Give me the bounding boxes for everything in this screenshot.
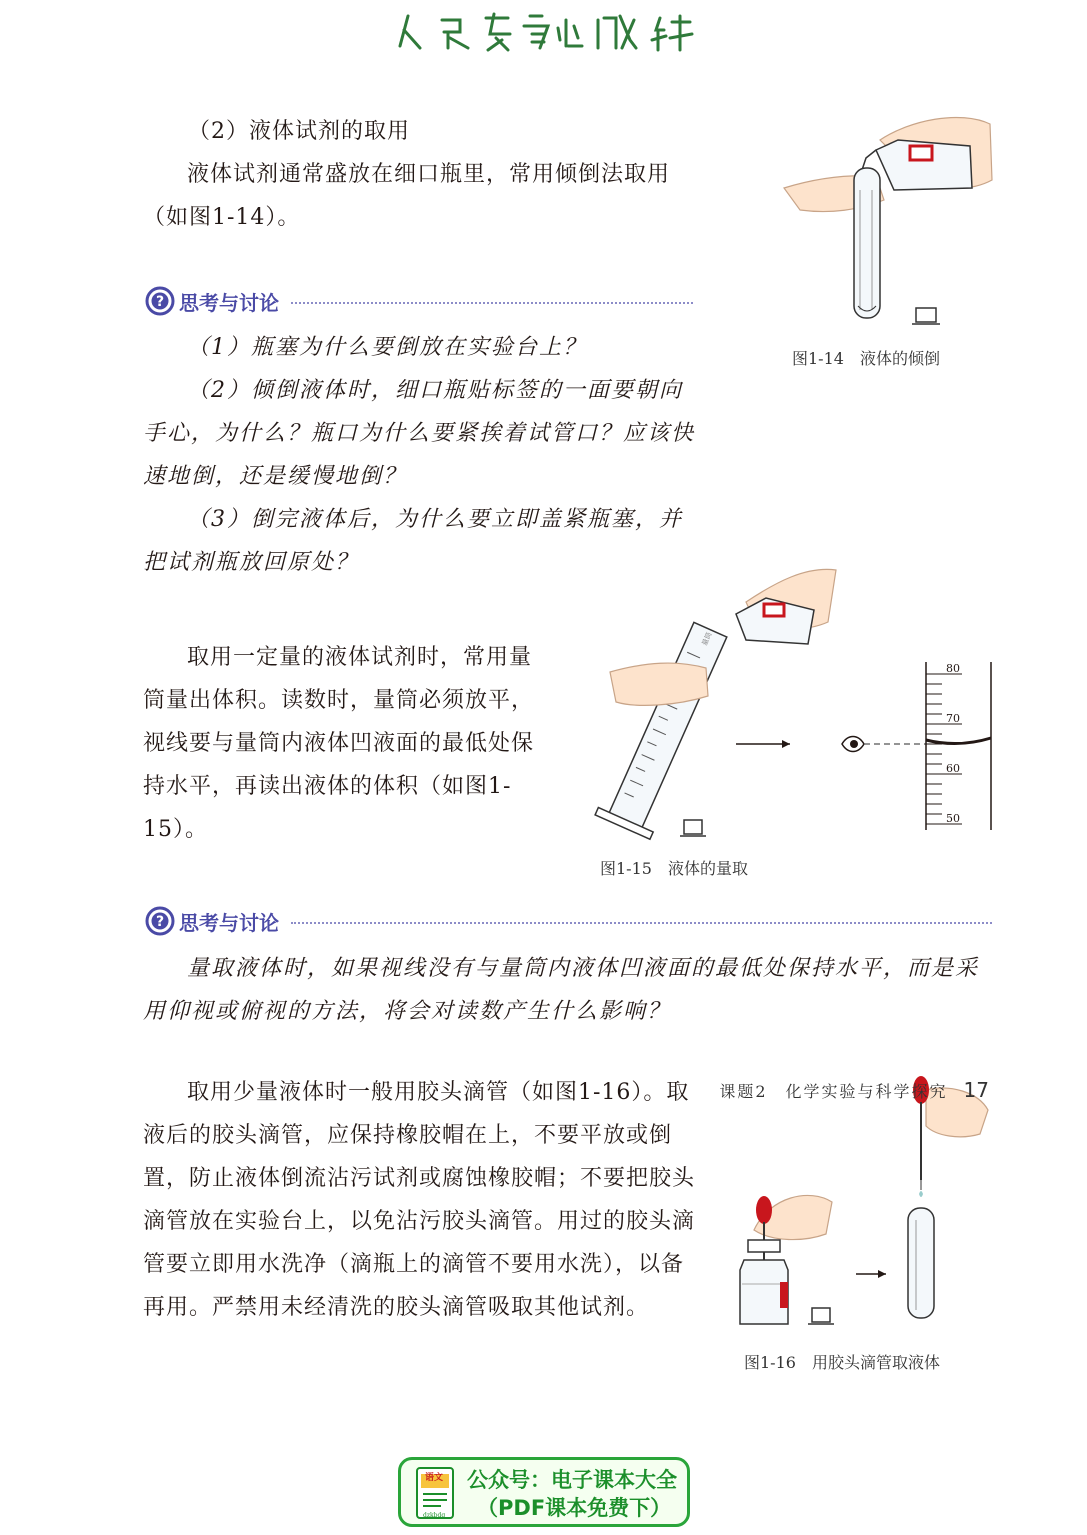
- scale-label-80: 80: [946, 662, 960, 675]
- svg-text:?: ?: [155, 914, 165, 930]
- think-discuss-title: 思考与讨论: [179, 290, 279, 315]
- figure-1-15-measuring: [596, 562, 1000, 842]
- chapter-label: 课题2 化学实验与科学探究: [719, 1082, 948, 1101]
- cylinder-marking: 量筒: [700, 630, 714, 648]
- figure-1-14-caption: 图1-14 液体的倾倒: [792, 349, 940, 368]
- question-reading-error: 量取液体时，如果视线没有与量筒内液体凹液面的最低处保持水平，而是采用仰视或俯视的方法，将会对读数产生什么影响？: [143, 956, 980, 1024]
- scale-label-70: 70: [946, 712, 960, 725]
- scale-label-50: 50: [946, 812, 960, 825]
- scale-label-60: 60: [946, 762, 960, 775]
- book-icon-small: dzkbdq: [423, 1512, 446, 1519]
- figure-1-15-caption: 图1-15 液体的量取: [600, 859, 748, 878]
- page-number: 17: [963, 1078, 989, 1102]
- figure-1-16-dropper: [740, 1070, 996, 1340]
- promo-banner: [398, 1457, 690, 1527]
- think-discuss-header-2: [145, 904, 992, 938]
- section-heading: （2）液体试剂的取用: [188, 119, 410, 144]
- think-discuss-title-2: 思考与讨论: [179, 910, 279, 935]
- measure-paragraph: 取用一定量的液体试剂时，常用量筒量出体积。读数时，量筒必须放平，视线要与量筒内液体凹液面的最低处保持水平，再读出液体的体积（如图1-15）。: [143, 645, 535, 842]
- page-footer: [719, 1078, 989, 1102]
- promo-line-1: 公众号：电子课本大全: [467, 1468, 677, 1492]
- book-icon-label: 语文: [425, 1473, 444, 1483]
- dotted-divider: [291, 302, 693, 304]
- promo-line-2: （PDF课本免费下）: [477, 1496, 672, 1520]
- svg-text:?: ?: [155, 294, 165, 310]
- think-discuss-header: [145, 284, 693, 318]
- question-3: （3）倒完液体后，为什么要立即盖紧瓶塞，并把试剂瓶放回原处？: [143, 507, 683, 575]
- section-intro: 液体试剂通常盛放在细口瓶里，常用倾倒法取用（如图1-14）。: [143, 162, 671, 230]
- dropper-paragraph: 取用少量液体时一般用胶头滴管（如图1-16）。取液后的胶头滴管，应保持橡胶帽在上，不要平放或倒置，防止液体倒流沾污试剂或腐蚀橡胶帽；不要把胶头滴管放在实验台上，以免沾污胶头滴管。用过的胶头滴管要立即用水洗净（滴瓶上的滴管不要用水洗），以备再用。严禁用未经清洗的胶头滴管吸取其他试剂。: [143, 1080, 696, 1320]
- question-1: （1）瓶塞为什么要倒放在实验台上？: [187, 335, 587, 360]
- question-2: （2）倾倒液体时，细口瓶贴标签的一面要朝向手心，为什么？瓶口为什么要紧挨着试管口？应该快速地倒，还是缓慢地倒？: [143, 378, 696, 489]
- publisher-logo: [390, 10, 700, 56]
- question-bubble-icon: [145, 906, 175, 936]
- figure-1-16-caption: 图1-16 用胶头滴管取液体: [744, 1353, 940, 1372]
- figure-1-14-pouring: [780, 110, 1000, 335]
- question-bubble-icon: [145, 286, 175, 316]
- dotted-divider-2: [291, 922, 992, 924]
